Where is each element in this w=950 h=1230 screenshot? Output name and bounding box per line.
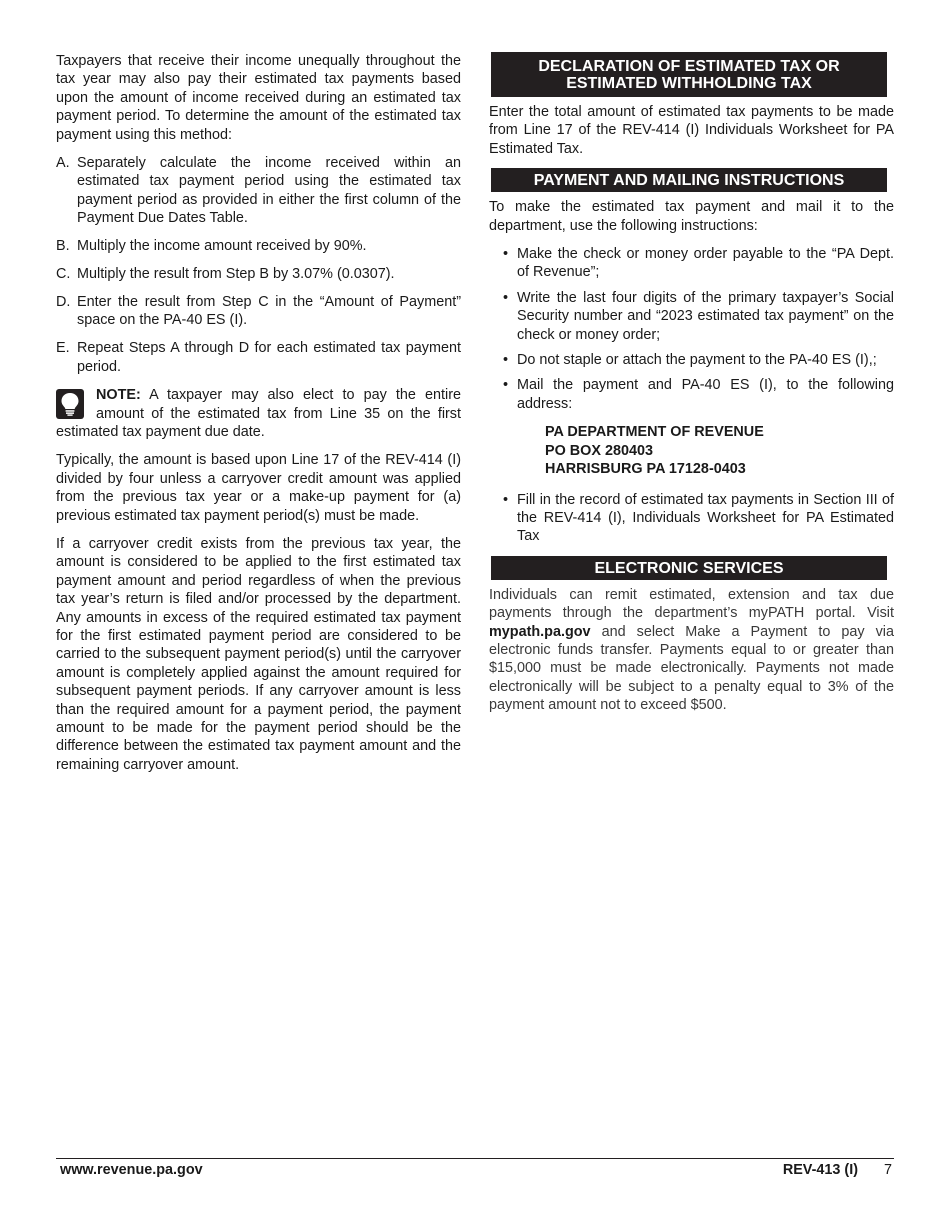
left-column [56,52,461,784]
note-label: NOTE: [96,387,141,404]
declaration-heading-line: ESTIMATED WITHHOLDING TAX [566,75,812,92]
step-item [56,293,461,330]
step-item [56,154,461,228]
intro-paragraph: Taxpayers that receive their income unequally throughout the tax year may also pay their estimated tax payments based upon the amount of income received during an estimated tax payment period. To determine the amount of the estimated tax payment using this method: [56,53,461,143]
mypath-link[interactable]: mypath.pa.gov [489,623,591,640]
electronic-services-heading: ELECTRONIC SERVICES [491,556,887,580]
payment-heading: PAYMENT AND MAILING INSTRUCTIONS [491,168,887,192]
footer-form-number: REV-413 (I) [782,1162,858,1178]
step-item [56,339,461,376]
electronic-text-part: and select Make a Payment to pay via electronic funds transfer. Payments equal to or greater than $15,000 must be made electronically. Payments not made electronically will be subject to a penalty equal to 3% of the payment amount not to exceed $500. [489,623,894,714]
steps-list [56,154,461,376]
typical-amount-paragraph: Typically, the amount is based upon Line 17 of the REV-414 (I) divided by four unless a carryover credit amount was applied from the previous tax year or a make-up payment for (a) previous estimated tax payment period(s) must be made. [56,452,461,524]
payment-bullets-final [489,491,894,546]
payment-intro: To make the estimated tax payment and mail it to the department, use the following instructions: [489,199,894,234]
lightbulb-icon [56,389,84,419]
step-marker: D. [56,293,71,310]
payment-bullet: • Mail the payment and PA-40 ES (I), to the following address: [489,376,894,413]
address-line: PO BOX 280403 [545,442,653,459]
note-text: A taxpayer may also elect to pay the entire amount of the estimated tax from Line 35 on the first estimated tax payment due date. [56,387,461,440]
declaration-heading-line: DECLARATION OF ESTIMATED TAX OR [538,58,840,75]
step-text: Repeat Steps A through D for each estimated tax payment period. [77,340,461,375]
step-text: Multiply the income amount received by 90%. [77,238,367,255]
note-block [56,386,461,441]
address-line: HARRISBURG PA 17128-0403 [545,461,746,478]
step-marker: B. [56,238,70,255]
step-item [56,237,461,255]
address-line: PA DEPARTMENT OF REVENUE [545,424,764,441]
electronic-services-text [489,586,894,715]
footer-url[interactable]: www.revenue.pa.gov [60,1162,203,1178]
payment-bullet: • Fill in the record of estimated tax payments in Section III of the REV-414 (I), Individuals Worksheet for PA Estimated Tax [489,491,894,546]
carryover-paragraph: If a carryover credit exists from the previous tax year, the amount is considered to be applied to the first estimated tax payment amount and period regardless of when the previous tax year’s return is filed and/or processed by the department. Any amounts in excess of the required estimated tax payment for the first estimated payment period are considered to be carried to the subsequent payment period(s) until the carryover amount is completely applied against the amount required for subsequent payment periods. If any carryover amount is less than the required amount for a payment period, the payment amount to be made for the payment period should be the difference between the estimated tax payment amount and the remaining carryover amount. [56,535,461,773]
step-marker: C. [56,266,71,283]
step-marker: A. [56,155,70,172]
step-text: Enter the result from Step C in the “Amount of Payment” space on the PA-40 ES (I). [77,293,461,329]
payment-bullet: • Make the check or money order payable to the “PA Dept. of Revenue”; [489,245,894,282]
payment-bullet: • Do not staple or attach the payment to the PA-40 ES (I),; [489,351,894,369]
mailing-address [545,423,894,478]
electronic-text-part: Individuals can remit estimated, extension and tax due payments through the department’s myPATH portal. Visit [489,586,894,622]
right-column [489,52,894,725]
step-text: Multiply the result from Step B by 3.07% (0.0307). [77,266,395,283]
page-number: 7 [883,1162,892,1178]
declaration-heading [491,52,887,97]
step-item [56,265,461,283]
page-footer [56,1158,894,1178]
payment-bullet: • Write the last four digits of the primary taxpayer’s Social Security number and “2023 estimated tax payment” on the check or money order; [489,289,894,344]
step-text: Separately calculate the income received within an estimated tax payment period using the estimated tax payment period as provided in either the first column of the Payment Due Dates Table. [77,155,461,227]
payment-bullets [489,245,894,413]
declaration-text: Enter the total amount of estimated tax payments to be made from Line 17 of the REV-414 (I) Individuals Worksheet for PA Estimated Tax. [489,104,894,157]
step-marker: E. [56,340,70,357]
